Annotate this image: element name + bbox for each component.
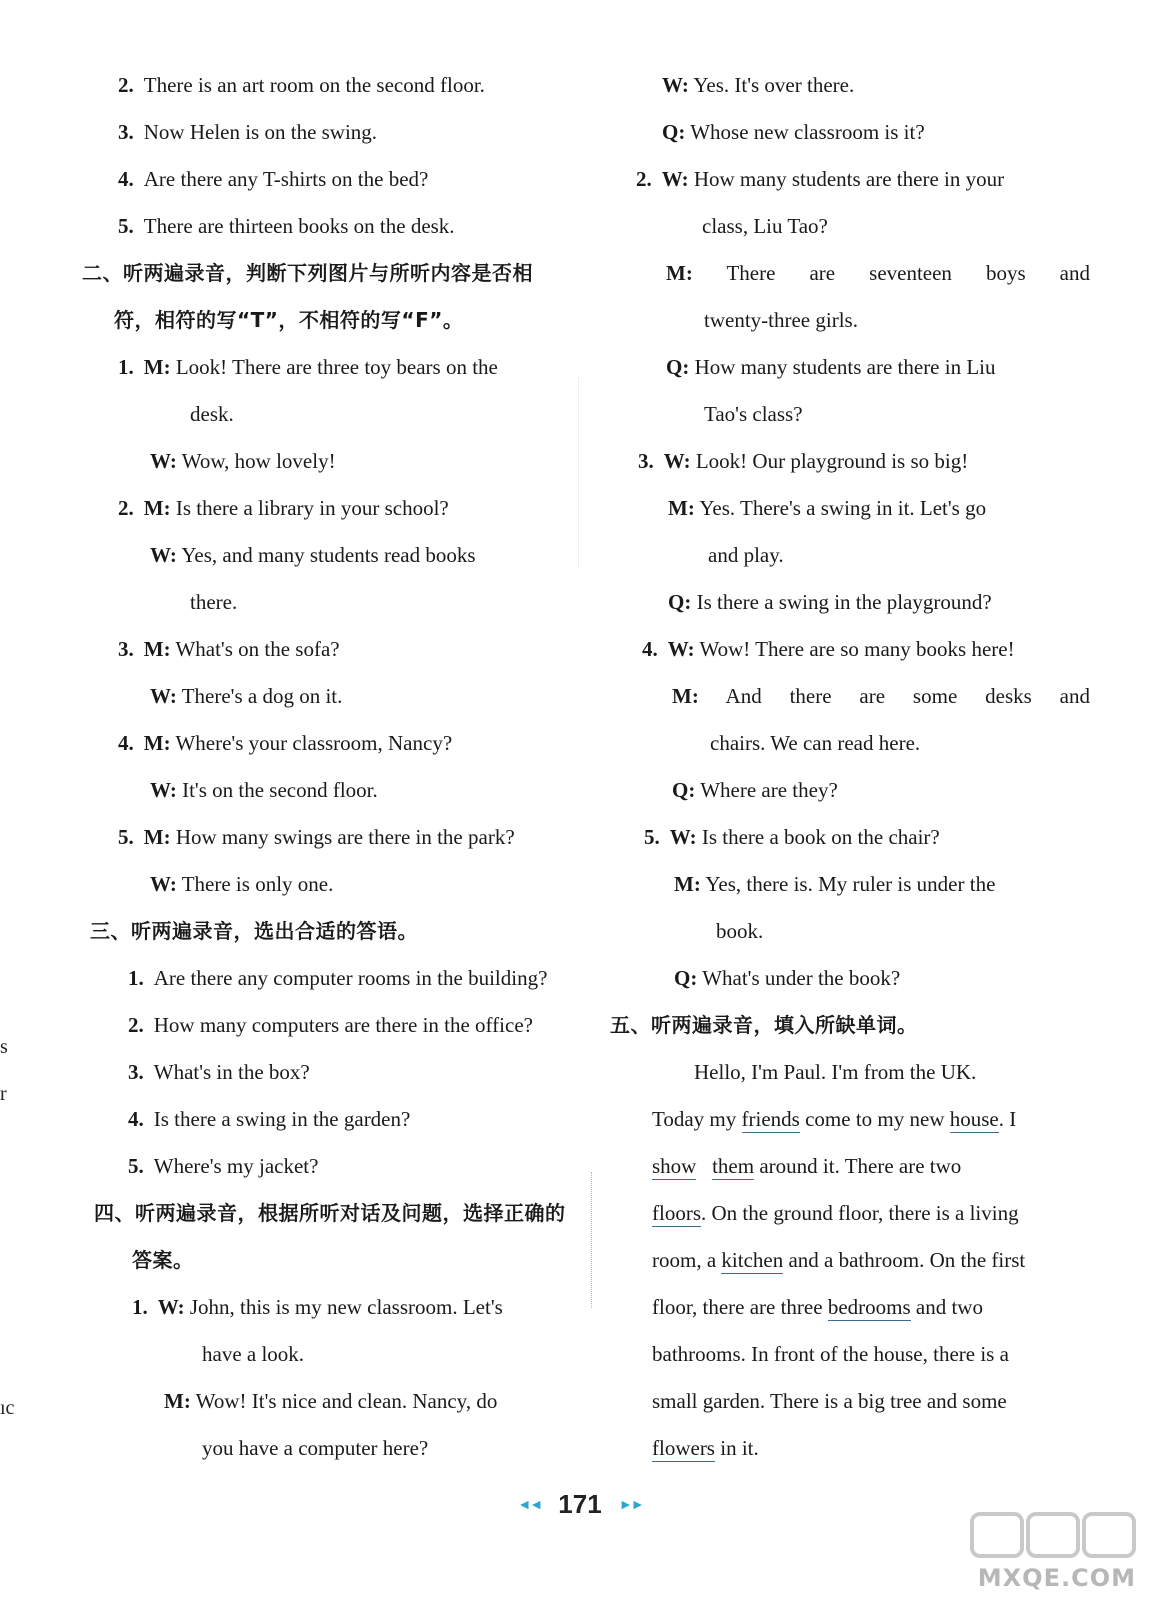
passage-line: floors. On the ground floor, there is a living <box>652 1201 1019 1225</box>
answer-word: floors <box>652 1201 701 1225</box>
edge-fragment: s <box>0 1036 8 1058</box>
dialogue-line: Tao's class? <box>704 402 803 426</box>
right-column <box>610 62 1090 1472</box>
dialogue-line: book. <box>716 919 764 943</box>
right-arrows-icon: ►► <box>618 1496 643 1513</box>
dialogue-line: M: Wow! It's nice and clean. Nancy, do <box>164 1389 498 1413</box>
list-item: 1. Are there any computer rooms in the building? <box>128 966 548 990</box>
list-item: 5. Where's my jacket? <box>128 1154 319 1178</box>
dialogue-line: 1. M: Look! There are three toy bears on the <box>118 355 498 379</box>
edge-fragment: ıc <box>0 1397 15 1419</box>
dialogue-line: M: And there are some desks and <box>672 684 1090 708</box>
dialogue-line: M: There are seventeen boys and <box>666 261 1090 285</box>
page-number: 171 <box>558 1488 602 1519</box>
passage-line: floor, there are three bedrooms and two <box>652 1295 983 1319</box>
dialogue-line: W: Yes, and many students read books <box>150 543 476 567</box>
list-item: 4. Is there a swing in the garden? <box>128 1107 411 1131</box>
dialogue-line: W: There is only one. <box>150 872 334 896</box>
dialogue-line: 4. W: Wow! There are so many books here! <box>642 637 1015 661</box>
answer-word: friends <box>741 1107 800 1131</box>
left-arrows-icon: ◄◄ <box>517 1496 542 1513</box>
dialogue-line: 4. M: Where's your classroom, Nancy? <box>118 731 453 755</box>
list-item: 2. How many computers are there in the office? <box>128 1013 533 1037</box>
list-item: 4. Are there any T-shirts on the bed? <box>118 167 429 191</box>
passage-line: Hello, I'm Paul. I'm from the UK. <box>694 1060 977 1084</box>
answer-word: kitchen <box>721 1248 784 1272</box>
passage-line: flowers in it. <box>652 1436 759 1460</box>
dialogue-line: twenty-three girls. <box>704 308 858 332</box>
dialogue-line: Q: What's under the book? <box>674 966 901 990</box>
dialogue-line: M: Yes, there is. My ruler is under the <box>674 872 996 896</box>
dialogue-line: chairs. We can read here. <box>710 731 921 755</box>
dialogue-line: desk. <box>190 402 234 426</box>
dialogue-line: Q: Is there a swing in the playground? <box>668 590 992 614</box>
dialogue-line: 2. W: How many students are there in your <box>636 167 1005 191</box>
dialogue-line: there. <box>190 590 238 614</box>
list-item: 5. There are thirteen books on the desk. <box>118 214 455 238</box>
dialogue-line: W: Yes. It's over there. <box>662 73 855 97</box>
list-item: 2. There is an art room on the second floor. <box>118 73 485 97</box>
dialogue-line: 5. M: How many swings are there in the park? <box>118 825 515 849</box>
dialogue-line: 3. M: What's on the sofa? <box>118 637 340 661</box>
section-5-heading: 五、听两遍录音，填入所缺单词。 <box>610 1013 918 1037</box>
answer-word: flowers <box>652 1436 715 1460</box>
section-3-heading: 三、听两遍录音，选出合适的答语。 <box>90 919 418 943</box>
passage-line: Today my friends come to my new house. I <box>652 1107 1017 1131</box>
dialogue-line: have a look. <box>202 1342 305 1366</box>
section-4-heading: 四、听两遍录音，根据所听对话及问题，选择正确的 <box>94 1201 566 1225</box>
dialogue-line: W: It's on the second floor. <box>150 778 378 802</box>
dialogue-line: 5. W: Is there a book on the chair? <box>644 825 940 849</box>
section-2-heading: 二、听两遍录音，判断下列图片与所听内容是否相 <box>82 261 533 285</box>
dialogue-line: 1. W: John, this is my new classroom. Let's <box>132 1295 503 1319</box>
column-divider <box>591 1172 592 1308</box>
dialogue-line: 3. W: Look! Our playground is so big! <box>638 449 969 473</box>
answer-word: show <box>652 1154 697 1178</box>
dialogue-line: 2. M: Is there a library in your school? <box>118 496 449 520</box>
section-2-heading-cont: 符，相符的写“T”，不相符的写“F”。 <box>114 308 464 332</box>
dialogue-line: Q: Where are they? <box>672 778 838 802</box>
dialogue-line: W: Wow, how lovely! <box>150 449 336 473</box>
answer-word: house <box>949 1107 999 1131</box>
section-4-heading-cont: 答案。 <box>132 1248 194 1272</box>
watermark-text: MXQE.COM <box>977 1564 1136 1592</box>
dialogue-line: you have a computer here? <box>202 1436 429 1460</box>
dialogue-line: Q: How many students are there in Liu <box>666 355 996 379</box>
dialogue-line: Q: Whose new classroom is it? <box>662 120 925 144</box>
passage-line: bathrooms. In front of the house, there is a <box>652 1342 1009 1366</box>
passage-line: small garden. There is a big tree and some <box>652 1389 1007 1413</box>
answer-word: bedrooms <box>827 1295 911 1319</box>
passage-line: room, a kitchen and a bathroom. On the first <box>652 1248 1026 1272</box>
column-divider <box>578 377 579 567</box>
dialogue-line: and play. <box>708 543 784 567</box>
answer-word: them <box>712 1154 755 1178</box>
dialogue-line: class, Liu Tao? <box>702 214 828 238</box>
dialogue-line: W: There's a dog on it. <box>150 684 343 708</box>
passage-line: show them around it. There are two <box>652 1154 962 1178</box>
list-item: 3. Now Helen is on the swing. <box>118 120 378 144</box>
left-column <box>82 62 582 1472</box>
list-item: 3. What's in the box? <box>128 1060 310 1084</box>
edge-fragment: r <box>0 1083 7 1105</box>
dialogue-line: M: Yes. There's a swing in it. Let's go <box>668 496 987 520</box>
